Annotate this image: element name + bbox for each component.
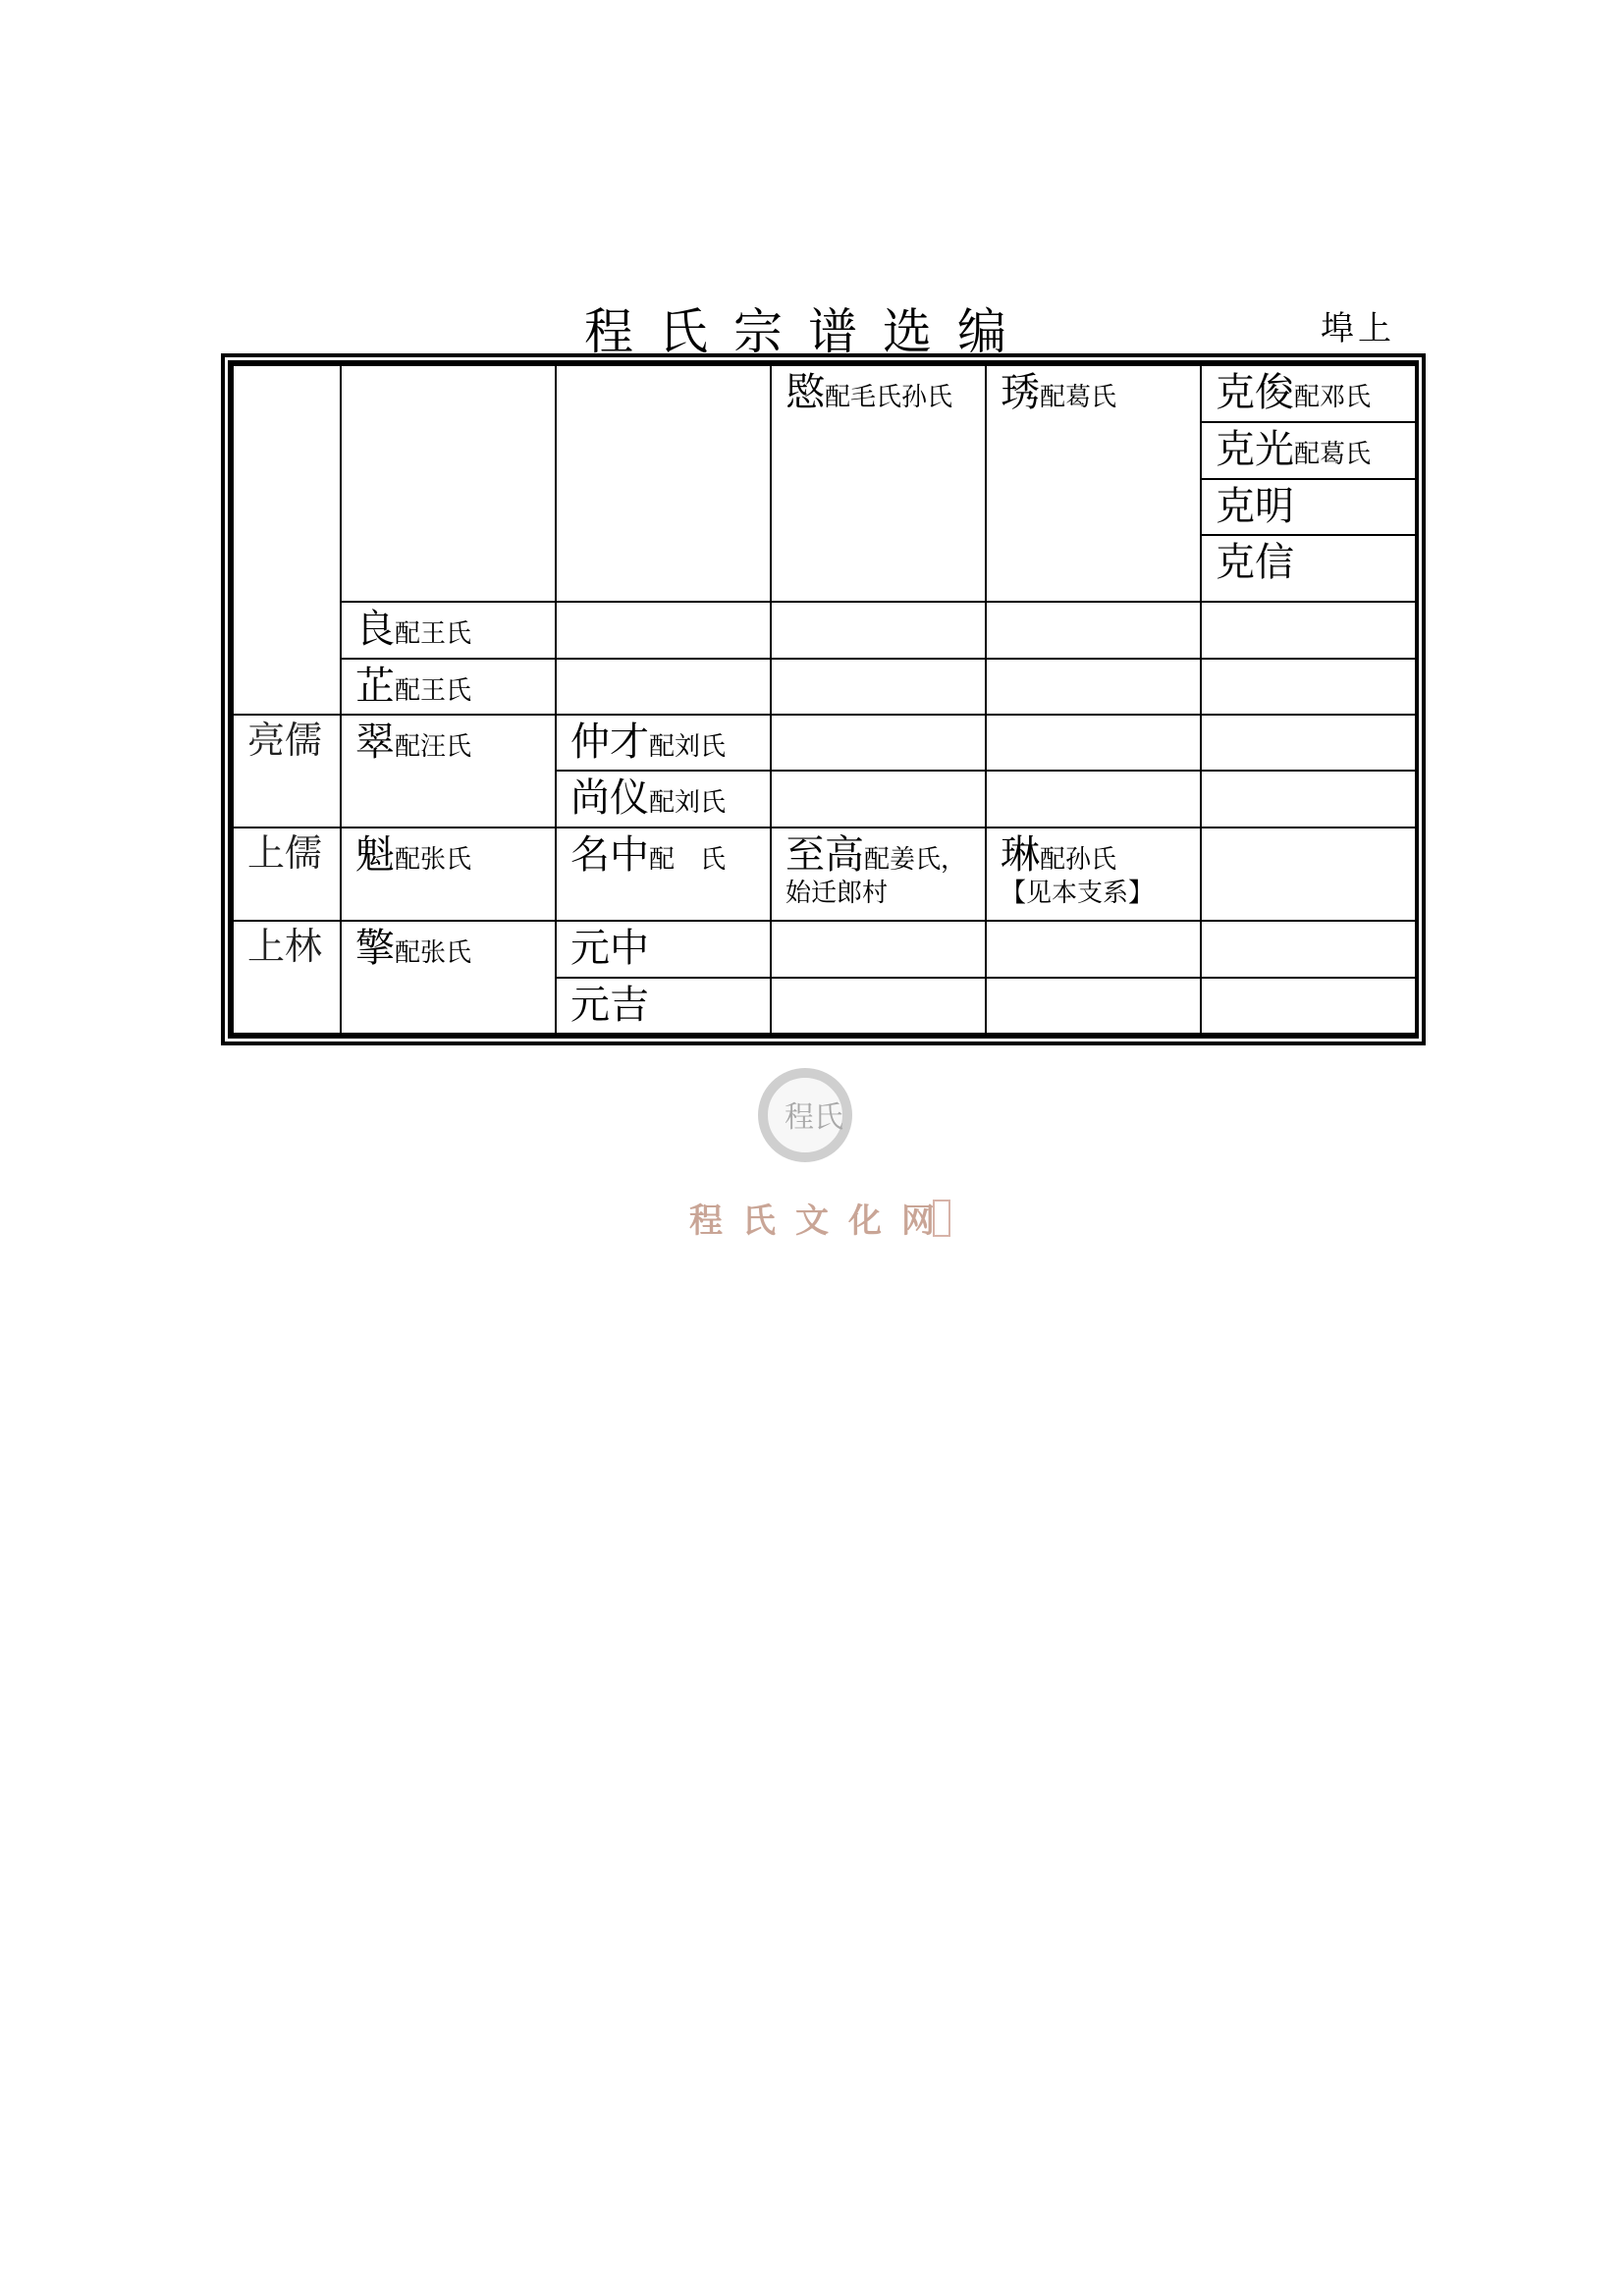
watermark-site-name: 程氏文化网 bbox=[689, 1201, 954, 1241]
gen6-cell bbox=[1201, 479, 1416, 535]
gen1-name: 亮儒 bbox=[247, 719, 323, 763]
table-row bbox=[233, 828, 1416, 922]
table-row bbox=[233, 715, 1416, 771]
gen5-cell bbox=[986, 828, 1201, 922]
person-name: 克俊 bbox=[1216, 370, 1294, 415]
gen4-cell bbox=[771, 715, 986, 771]
gen2-cell bbox=[341, 602, 556, 658]
spouse-note: 配毛氏孙氏 bbox=[825, 383, 953, 412]
gen2-cell bbox=[341, 921, 556, 1034]
person-name: 尚仪 bbox=[570, 775, 649, 822]
person-name: 翠 bbox=[355, 720, 395, 766]
gen4-cell bbox=[771, 978, 986, 1034]
person-name: 魁 bbox=[355, 831, 395, 878]
gen4-cell bbox=[771, 659, 986, 715]
gen3-cell bbox=[556, 771, 771, 827]
spouse-note: 配邓氏 bbox=[1294, 383, 1372, 412]
gen2-cell bbox=[341, 365, 556, 602]
gen1-cell bbox=[233, 921, 341, 1034]
person-name: 元吉 bbox=[570, 982, 649, 1028]
cross-reference-note: 【见本支系】 bbox=[1001, 878, 1155, 908]
gen2-cell bbox=[341, 659, 556, 715]
gen5-cell bbox=[986, 365, 1201, 602]
person-name: 琳 bbox=[1001, 831, 1040, 878]
gen4-cell bbox=[771, 921, 986, 977]
gen5-cell bbox=[986, 771, 1201, 827]
gen3-cell bbox=[556, 602, 771, 658]
spouse-note: 配张氏 bbox=[395, 844, 472, 875]
gen3-cell bbox=[556, 828, 771, 922]
gen1-name: 上林 bbox=[247, 925, 323, 969]
gen1-name: 上儒 bbox=[247, 830, 323, 875]
spouse-note: 配葛氏 bbox=[1294, 440, 1372, 470]
spouse-note: 配张氏 bbox=[395, 938, 472, 969]
table-row bbox=[233, 921, 1416, 977]
gen5-cell bbox=[986, 921, 1201, 977]
table-row bbox=[233, 365, 1416, 422]
gen6-cell bbox=[1201, 602, 1416, 658]
place-label: 埠上 bbox=[1321, 309, 1395, 348]
gen1-cell bbox=[233, 715, 341, 828]
spouse-note: 配姜氏， bbox=[864, 844, 967, 875]
spouse-note: 配葛氏 bbox=[1040, 383, 1117, 412]
gen5-cell bbox=[986, 715, 1201, 771]
gen6-cell bbox=[1201, 921, 1416, 977]
gen3-cell bbox=[556, 365, 771, 602]
person-name: 克明 bbox=[1216, 483, 1294, 529]
gen2-cell bbox=[341, 715, 556, 828]
watermark-seal-text: 程氏 bbox=[785, 1100, 843, 1135]
spouse-note: 配刘氏 bbox=[649, 732, 727, 763]
person-name: 名中 bbox=[570, 831, 649, 878]
gen6-cell bbox=[1201, 771, 1416, 827]
genealogy-table bbox=[232, 364, 1417, 1035]
gen3-cell bbox=[556, 978, 771, 1034]
gen1-cell bbox=[233, 365, 341, 715]
gen5-cell bbox=[986, 659, 1201, 715]
page-title: 程氏宗谱选编 bbox=[584, 303, 1032, 360]
person-name: 元中 bbox=[570, 926, 649, 972]
gen6-cell bbox=[1201, 422, 1416, 478]
person-name: 擎 bbox=[355, 926, 395, 972]
watermark-stamp-icon bbox=[933, 1200, 950, 1237]
person-name: 至高 bbox=[785, 831, 864, 878]
table-row bbox=[233, 602, 1416, 658]
table-row bbox=[233, 659, 1416, 715]
gen4-cell bbox=[771, 602, 986, 658]
gen6-cell bbox=[1201, 978, 1416, 1034]
gen5-cell bbox=[986, 602, 1201, 658]
gen4-cell bbox=[771, 365, 986, 602]
person-name: 克信 bbox=[1216, 539, 1294, 585]
person-name: 克光 bbox=[1216, 427, 1294, 473]
gen6-cell bbox=[1201, 535, 1416, 602]
spouse-note: 配汪氏 bbox=[395, 732, 472, 763]
person-name: 琇 bbox=[1001, 370, 1040, 415]
spouse-note: 配王氏 bbox=[395, 675, 472, 706]
gen1-cell bbox=[233, 828, 341, 922]
migration-note: 始迁郎村 bbox=[785, 878, 889, 908]
gen3-cell bbox=[556, 715, 771, 771]
gen6-cell bbox=[1201, 828, 1416, 922]
person-name: 愍 bbox=[785, 370, 825, 415]
gen4-cell bbox=[771, 828, 986, 922]
gen5-cell bbox=[986, 978, 1201, 1034]
spouse-note: 配刘氏 bbox=[649, 788, 727, 819]
person-name: 良 bbox=[355, 607, 395, 653]
gen3-cell bbox=[556, 921, 771, 977]
spouse-note: 配 氏 bbox=[649, 844, 727, 875]
gen4-cell bbox=[771, 771, 986, 827]
spouse-note: 配孙氏 bbox=[1040, 844, 1117, 875]
gen6-cell bbox=[1201, 365, 1416, 422]
spouse-note: 配王氏 bbox=[395, 619, 472, 650]
gen2-cell bbox=[341, 828, 556, 922]
person-name: 仲才 bbox=[570, 720, 649, 766]
gen6-cell bbox=[1201, 715, 1416, 771]
person-name: 芷 bbox=[355, 663, 395, 709]
gen3-cell bbox=[556, 659, 771, 715]
gen6-cell bbox=[1201, 659, 1416, 715]
